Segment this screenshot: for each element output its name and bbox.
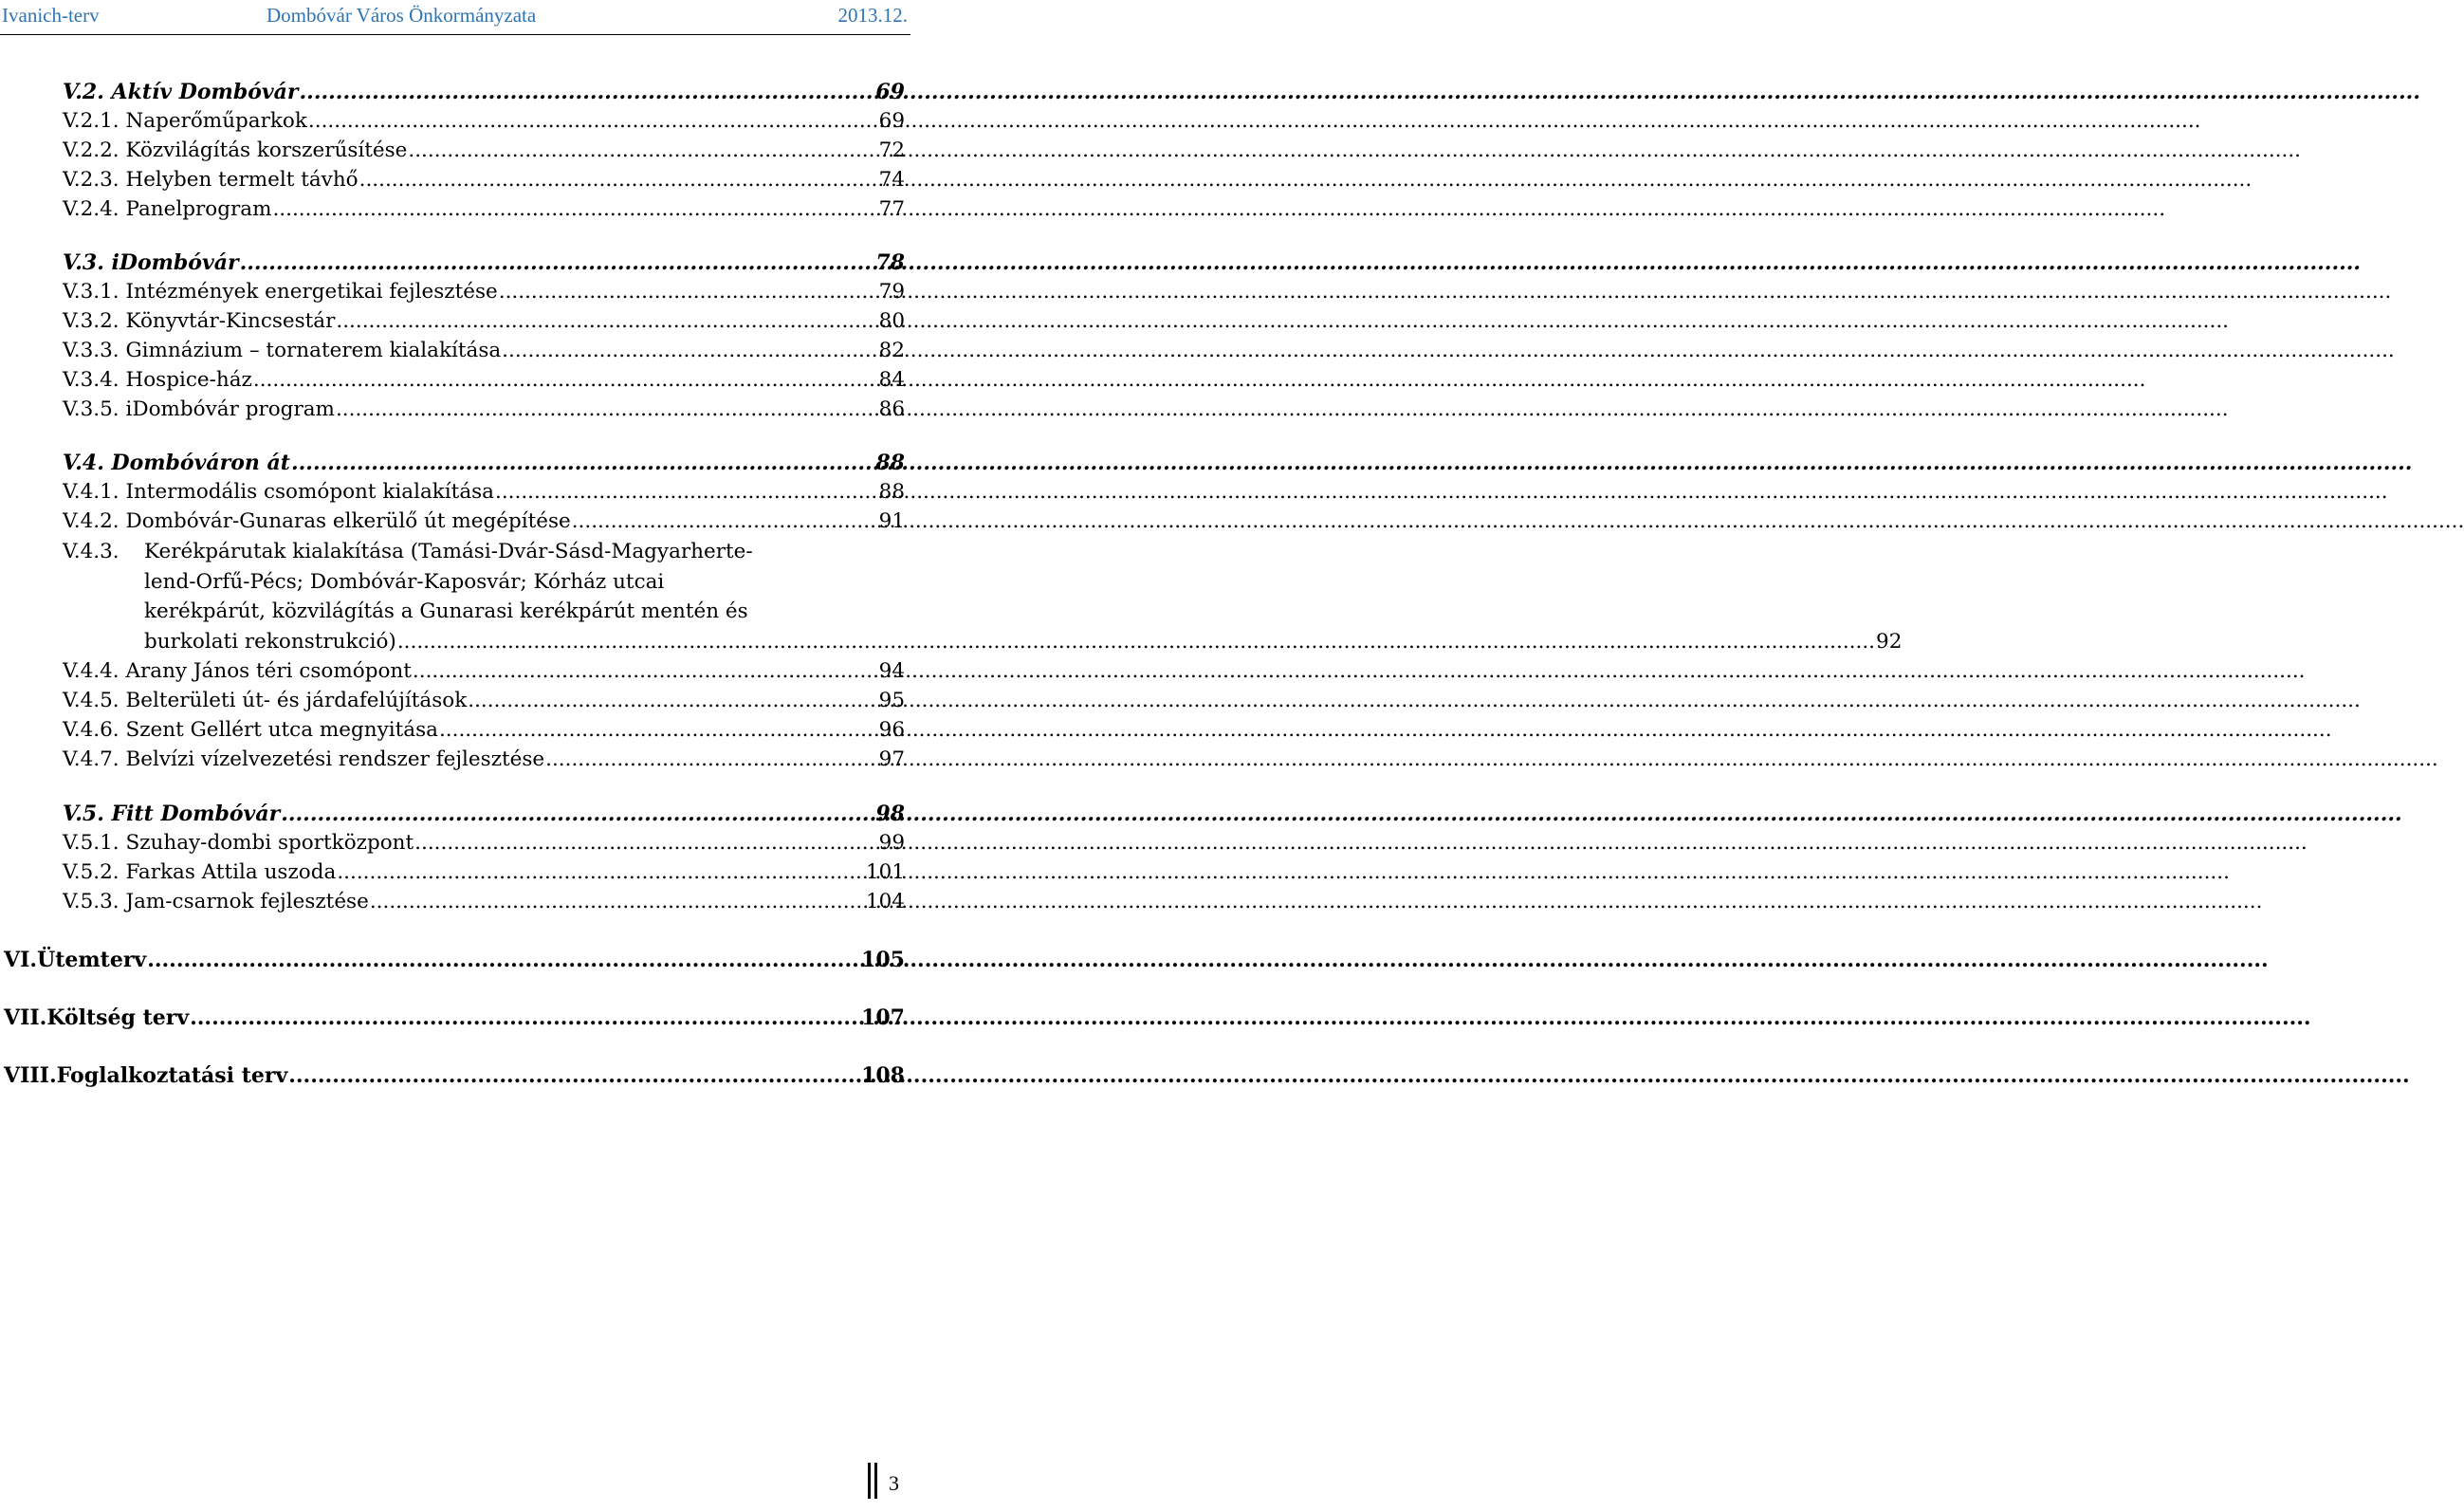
- toc-entry-v23[interactable]: V.2.3. Helyben termelt távhő ..... 74: [63, 166, 905, 194]
- header-title: Dombóvár Város Önkormányzata: [267, 4, 537, 27]
- toc-entry-lastline: burkolati rekonstrukció) ..... 92: [144, 627, 905, 657]
- toc-entry-line: Kerékpárutak kialakítása (Tamási-Dvár-Sásd-Magyarherte-: [144, 540, 753, 563]
- toc-entry-v42[interactable]: V.4.2. Dombóvár-Gunaras elkerülő út megépítése ..... 91: [63, 507, 905, 536]
- toc-entry-v44[interactable]: V.4.4. Arany János téri csomópont ..... 94: [63, 657, 905, 686]
- toc-entry-v33[interactable]: V.3.3. Gimnázium – tornaterem kialakítása ..... 82: [63, 337, 905, 365]
- header-date: 2013.12.: [837, 4, 908, 27]
- toc-entry-v47[interactable]: V.4.7. Belvízi vízelvezetési rendszer fejlesztése ..... 97: [63, 746, 905, 774]
- toc-entry-code: V.4.3.: [63, 540, 120, 563]
- chapter-number: VIII.: [4, 1063, 57, 1088]
- toc-entry-v21[interactable]: V.2.1. Naperőműparkok ..... 69: [63, 107, 905, 136]
- toc-entry-v22[interactable]: V.2.2. Közvilágítás korszerűsítése ..... 72: [63, 137, 905, 165]
- toc-entry-v46[interactable]: V.4.6. Szent Gellért utca megnyitása ..... 96: [63, 716, 905, 745]
- toc-entry-v5[interactable]: V.5. Fitt Dombóvár ..... 98: [63, 800, 905, 828]
- toc-entry-viii[interactable]: VIII. Foglalkoztatási terv ..... 108: [4, 1061, 905, 1090]
- toc-entry-line: kerékpárút, közvilágítás a Gunarasi kerékpárút mentén és: [144, 599, 748, 623]
- toc-entry-v2[interactable]: V.2. Aktív Dombóvár ..... 69: [63, 78, 905, 106]
- toc-entry-line: lend-Orfű-Pécs; Dombóvár-Kaposvár; Kórház utcai: [144, 569, 665, 594]
- header-author: Ivanich-terv: [2, 4, 100, 27]
- toc-entry-v35[interactable]: V.3.5. iDombóvár program ..... 86: [63, 396, 905, 424]
- chapter-number: VII.: [4, 1005, 47, 1030]
- toc-entry-v4[interactable]: V.4. Dombóváron át ..... 88: [63, 449, 905, 477]
- toc-entry-v52[interactable]: V.5.2. Farkas Attila uszoda ..... 101: [63, 858, 905, 887]
- toc-entry-v32[interactable]: V.3.2. Könyvtár-Kincsestár ..... 80: [63, 307, 905, 336]
- toc-entry-v51[interactable]: V.5.1. Szuhay-dombi sportközpont ..... 99: [63, 829, 905, 857]
- toc-entry-v43[interactable]: [63, 537, 1903, 656]
- page-number: 3: [874, 1463, 899, 1499]
- chapter-number: VI.: [4, 948, 38, 972]
- toc-entry-vi[interactable]: VI. Ütemterv ..... 105: [4, 946, 905, 974]
- toc-entry-v3[interactable]: V.3. iDombóvár ..... 78: [63, 249, 905, 277]
- toc-entry-v53[interactable]: V.5.3. Jam-csarnok fejlesztése ..... 104: [63, 888, 905, 916]
- toc-entry-vii[interactable]: VII. Költség terv ..... 107: [4, 1004, 905, 1032]
- toc-entry-v24[interactable]: V.2.4. Panelprogram ..... 77: [63, 195, 905, 224]
- page-header: [0, 0, 910, 35]
- toc-entry-v45[interactable]: V.4.5. Belterületi út- és járdafelújítások ..... 95: [63, 687, 905, 715]
- toc-entry-v34[interactable]: V.3.4. Hospice-ház ..... 84: [63, 366, 905, 395]
- toc-entry-v31[interactable]: V.3.1. Intézmények energetikai fejlesztése ..... 79: [63, 278, 905, 306]
- toc-entry-v41[interactable]: V.4.1. Intermodális csomópont kialakítása ..... 88: [63, 478, 905, 507]
